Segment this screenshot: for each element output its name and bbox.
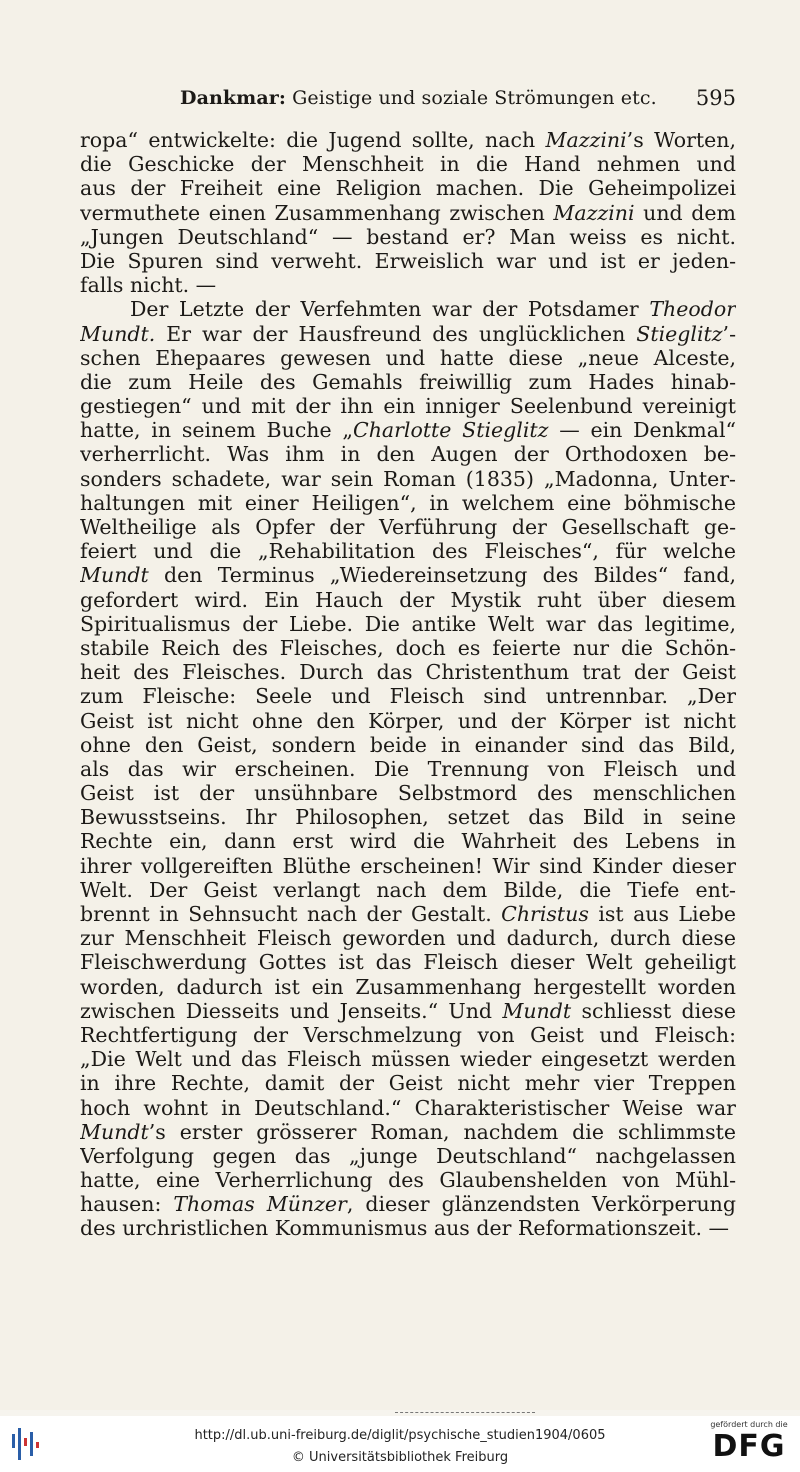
line-text: hatte, in seinem Buche „ (80, 418, 354, 443)
text-line (80, 176, 736, 200)
text-line (80, 684, 736, 708)
line-text: hoch wohnt in Deutschland.“ Charakteristischer Weise war (80, 1095, 736, 1120)
line-text: heit des Fleisches. Durch das Christenthum trat der Geist (80, 660, 736, 685)
line-text: „Jungen Deutschland“ — bestand er? Man weiss es nicht. (80, 224, 736, 249)
line-text: als das wir erscheinen. Die Trennung von Fleisch und (80, 756, 736, 781)
text-line (80, 273, 736, 297)
line-text: verherrlicht. Was ihm in den Augen der Orthodoxen be- (80, 442, 736, 467)
line-text: ’s Worten, (626, 128, 736, 152)
line-text: schen Ehepaares gewesen und hatte diese „neue Alceste, (80, 345, 736, 370)
running-title-text: Geistige und soziale Strömungen etc. (286, 87, 657, 109)
text-line (80, 1023, 736, 1047)
line-text: gefordert wird. Ein Hauch der Mystik ruht über diesem (80, 587, 736, 612)
text-line (80, 394, 736, 418)
text-line (80, 999, 736, 1023)
line-text: zur Menschheit Fleisch geworden und dadurch, durch diese (80, 926, 736, 951)
text-line (80, 1144, 736, 1168)
line-text: vermuthete einen Zusammenhang zwischen (80, 200, 554, 225)
line-text: den Terminus „Wiedereinsetzung des Bildes“ fand, (148, 563, 736, 588)
italic-name: Theodor (649, 297, 736, 322)
running-title (180, 83, 657, 113)
text-line (80, 1096, 736, 1120)
line-text: zum Fleische: Seele und Fleisch sind untrennbar. „Der (80, 684, 736, 709)
text-line (80, 346, 736, 370)
line-text: zwischen Diesseits und Jenseits.“ Und (80, 998, 503, 1023)
text-line (80, 660, 736, 684)
italic-name: Mundt. (80, 321, 156, 346)
text-line (80, 1047, 736, 1071)
line-text: Der Letzte der Verfehmten war der Potsdamer (130, 297, 650, 322)
viewer-footer (0, 1416, 800, 1472)
running-head (80, 83, 736, 113)
text-line (80, 322, 736, 346)
line-text: ohne den Geist, sondern beide in einander sind das Bild, (80, 732, 736, 757)
text-line (80, 926, 736, 950)
line-text: „Die Welt und das Fleisch müssen wieder eingesetzt werden (80, 1047, 736, 1072)
line-text: falls nicht. — (80, 273, 217, 298)
dfg-logo (706, 1420, 792, 1464)
text-line (80, 975, 736, 999)
line-text: ’s erster grösserer Roman, nachdem die schlimmste (148, 1119, 736, 1144)
text-line (80, 297, 736, 321)
italic-name: Stieglitz (636, 321, 723, 346)
text-line (80, 1120, 736, 1144)
text-line (80, 249, 736, 273)
text-line (80, 733, 736, 757)
text-line (80, 636, 736, 660)
line-text: , dieser glänzendsten Verkörperung (346, 1192, 736, 1217)
text-line (80, 757, 736, 781)
line-text: des urchristlichen Kommunismus aus der Reformationszeit. — (80, 1216, 729, 1241)
running-title-author: Dankmar: (180, 87, 287, 109)
text-line (80, 515, 736, 539)
text-line (80, 442, 736, 466)
text-line (80, 854, 736, 878)
text-line (80, 225, 736, 249)
line-text: ist aus Liebe (588, 902, 736, 926)
line-text: stabile Reich des Fleisches, doch es feierte nur die Schön- (80, 635, 736, 660)
text-line (80, 128, 736, 152)
line-text: feiert und die „Rehabilitation des Fleisches“, für welche (80, 539, 736, 564)
dfg-logo-text: DFG (712, 1429, 786, 1464)
text-line (80, 1216, 736, 1240)
line-text: Weltheilige als Opfer der Verführung der Gesellschaft ge- (80, 515, 736, 539)
text-line (80, 612, 736, 636)
page-number: 595 (695, 86, 736, 110)
line-text: — ein Denkmal“ (548, 418, 736, 443)
line-text: in ihre Rechte, damit der Geist nicht mehr vier Treppen (80, 1071, 736, 1096)
text-line (80, 1071, 736, 1095)
line-text: die zum Heile des Gemahls freiwillig zum Hades hinab- (80, 369, 736, 394)
source-url[interactable]: http://dl.ub.uni-freiburg.de/diglit/psychische_studien1904/0605 (194, 1428, 606, 1443)
text-line (80, 950, 736, 974)
text-line (80, 902, 736, 926)
line-text: worden, dadurch ist ein Zusammenhang hergestellt worden (80, 974, 736, 999)
text-line (80, 1192, 736, 1216)
line-text: gestiegen“ und mit der ihn ein inniger Seelenbund vereinigt (80, 394, 736, 419)
line-text: und dem (634, 200, 736, 225)
italic-name: Mundt (80, 1119, 149, 1144)
italic-name: Mundt (80, 563, 149, 588)
line-text: aus der Freiheit eine Religion machen. Die Geheimpolizei (80, 176, 736, 201)
line-text: Die Spuren sind verweht. Erweislich war und ist er jeden- (80, 248, 736, 273)
italic-name: Christus (501, 902, 589, 926)
line-text: Bewusstseins. Ihr Philosophen, setzet das Bild in seine (80, 805, 736, 830)
line-text: Geist ist nicht ohne den Körper, und der Körper ist nicht (80, 708, 736, 733)
italic-name: Mazzini (545, 128, 627, 152)
text-line (80, 878, 736, 902)
line-text: Rechte ein, dann erst wird die Wahrheit des Lebens in (80, 829, 736, 854)
line-text: ihrer vollgereiften Blüthe erscheinen! Wir sind Kinder dieser (80, 853, 736, 878)
italic-name: Mundt (502, 998, 572, 1023)
line-text: Welt. Der Geist verlangt nach dem Bilde, die Tiefe ent- (80, 877, 736, 902)
line-text: Rechtfertigung der Verschmelzung von Geist und Fleisch: (80, 1022, 736, 1047)
text-line (80, 370, 736, 394)
line-text: Er war der Hausfreund des unglücklichen (155, 321, 637, 346)
line-text: sonders schadete, war sein Roman (1835) „Madonna, Unter- (80, 466, 736, 491)
italic-name: Charlotte Stieglitz (353, 418, 549, 443)
text-line (80, 491, 736, 515)
text-line (80, 805, 736, 829)
italic-name: Thomas Münzer (173, 1192, 347, 1217)
line-text: Verfolgung gegen das „junge Deutschland“ nachgelassen (80, 1143, 736, 1168)
line-text: haltungen mit einer Heiligen“, in welchem eine böhmische (80, 490, 736, 515)
text-line (80, 829, 736, 853)
italic-name: Mazzini (553, 200, 635, 225)
line-text: hausen: (80, 1192, 174, 1217)
text-line (80, 418, 736, 442)
text-line (80, 588, 736, 612)
line-text: die Geschicke der Menschheit in die Hand nehmen und (80, 152, 736, 177)
line-text: brennt in Sehnsucht nach der Gestalt. (80, 902, 502, 926)
line-text: ropa“ entwickelte: die Jugend sollte, nach (80, 128, 546, 152)
text-line (80, 1168, 736, 1192)
line-text: Spiritualismus der Liebe. Die antike Welt war das legitime, (80, 611, 736, 636)
line-text: Geist ist der unsühnbare Selbstmord des menschlichen (80, 781, 736, 806)
line-text: ’- (722, 321, 736, 346)
text-line (80, 781, 736, 805)
text-line (80, 563, 736, 587)
line-text: schliesst diese (571, 998, 736, 1023)
text-line (80, 709, 736, 733)
text-line (80, 201, 736, 225)
text-line (80, 539, 736, 563)
line-text: Fleischwerdung Gottes ist das Fleisch dieser Welt geheiligt (80, 950, 736, 975)
text-line (80, 467, 736, 491)
body-text (80, 128, 736, 1241)
copyright-notice: © Universitätsbibliothek Freiburg (291, 1450, 509, 1465)
line-text: hatte, eine Verherrlichung des Glaubenshelden von Mühl- (80, 1168, 736, 1193)
text-line (80, 152, 736, 176)
dfg-funded-by-label: gefördert durch die (710, 1420, 788, 1429)
